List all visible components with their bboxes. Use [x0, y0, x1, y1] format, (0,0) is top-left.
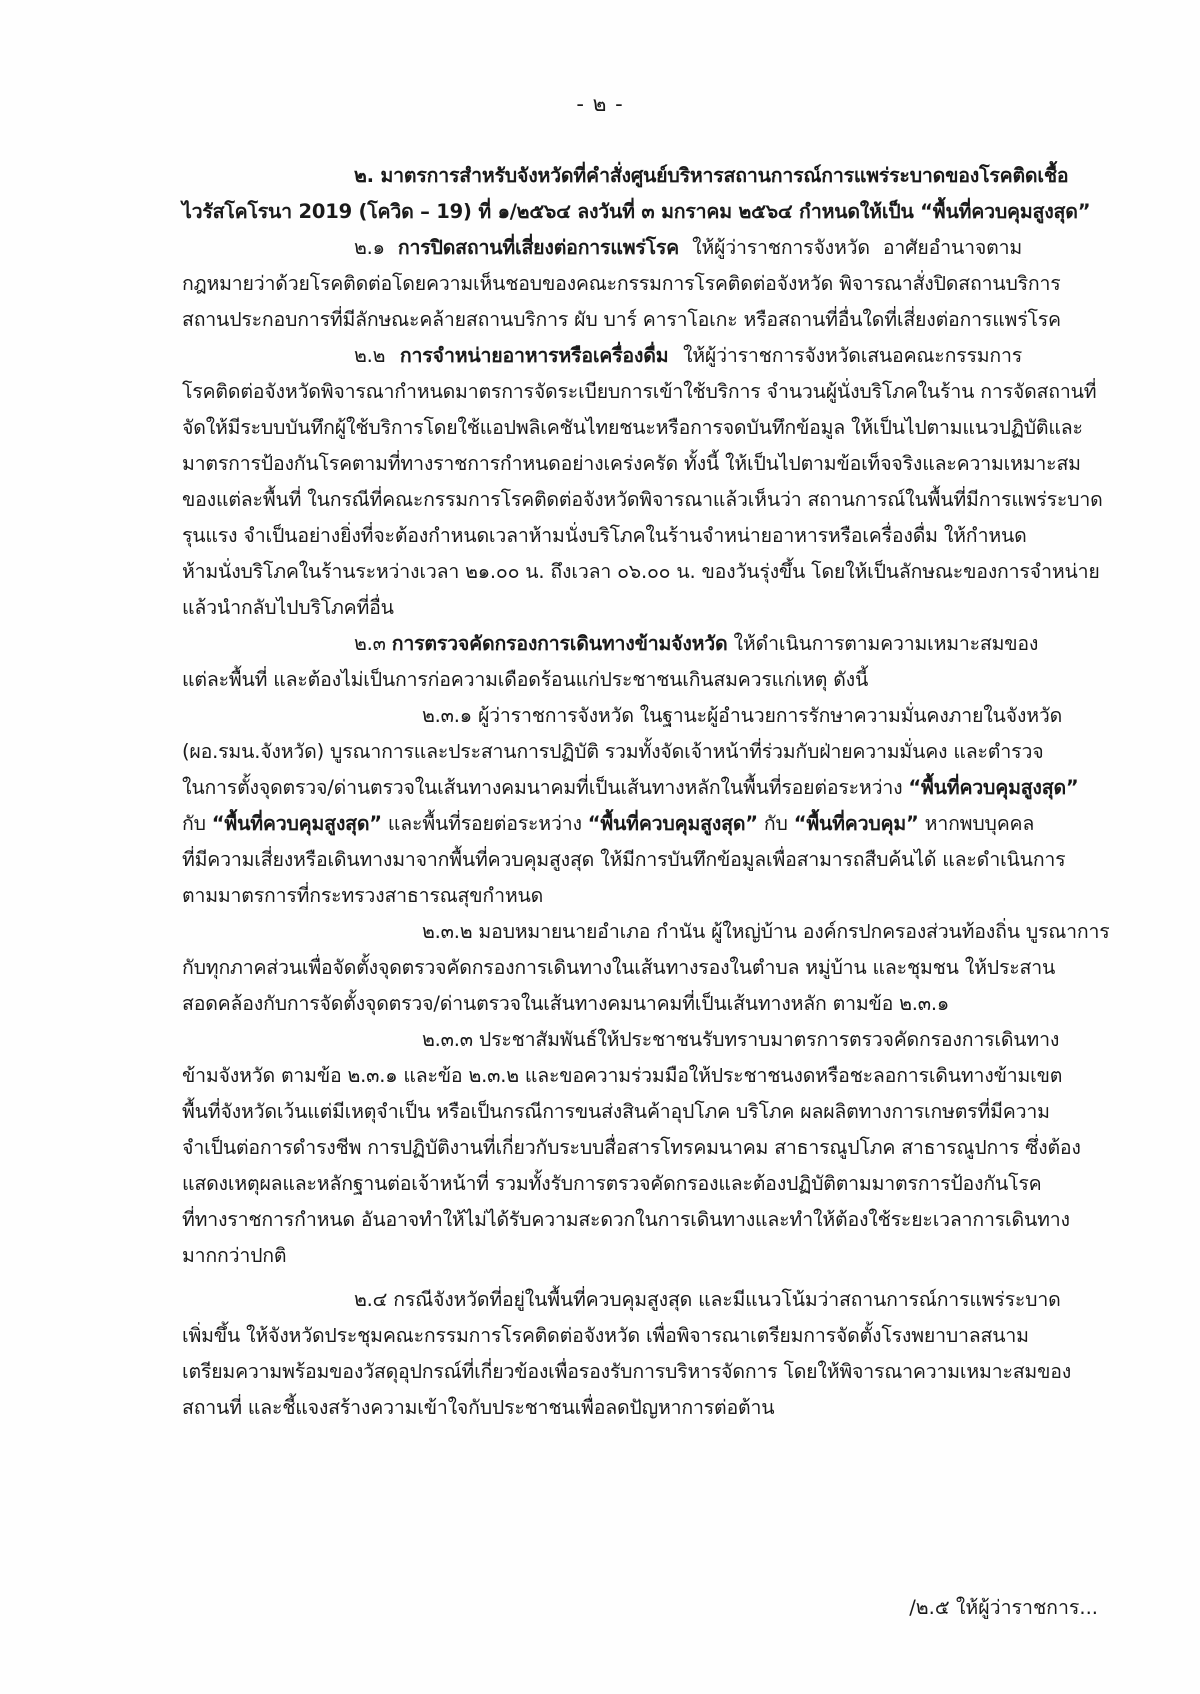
item-2-3-line: แต่ละพื้นที่ และต้องไม่เป็นการก่อความเดือดร้อนแก่ประชาชนเกินสมควรแก่เหตุ ดังนี้ — [182, 668, 869, 691]
item-2-3-3-line: ที่ทางราชการกำหนด อันอาจทำให้ไม่ได้รับความสะดวกในการเดินทางและทำให้ต้องใช้ระยะเวลาการเดินทาง — [182, 1208, 1070, 1231]
item-2-4-line: สถานที่ และชี้แจงสร้างความเข้าใจกับประชาชนเพื่อลดปัญหาการต่อต้าน — [182, 1396, 775, 1419]
item-2-1-first-line — [182, 230, 1022, 266]
text-span: หากพบบุคคล — [918, 812, 1035, 835]
highest-control-zone-label: “พื้นที่ควบคุมสูงสุด” — [211, 812, 382, 835]
item-2-2-number: ๒.๒ — [354, 344, 386, 367]
item-2-3-3-line: มากกว่าปกติ — [182, 1244, 287, 1267]
text-span: ในการตั้งจุดตรวจ/ด่านตรวจในเส้นทางคมนาคมที่เป็นเส้นทางหลักในพื้นที่รอยต่อระหว่าง — [182, 776, 909, 799]
item-2-3-3-line: ๒.๓.๓ ประชาสัมพันธ์ให้ประชาชนรับทราบมาตรการตรวจคัดกรองการเดินทาง — [422, 1028, 1060, 1051]
item-2-1-number: ๒.๑ — [354, 236, 385, 259]
item-2-2-line: จัดให้มีระบบบันทึกผู้ใช้บริการโดยใช้แอปพลิเคชันไทยชนะหรือการจดบันทึกข้อมูล ให้เป็นไปตามแนวปฏิบัติและ — [182, 416, 1083, 439]
item-2-1-text: ให้ผู้ว่าราชการจังหวัด อาศัยอำนาจตาม — [692, 236, 1023, 259]
text-span: กับ — [182, 812, 212, 835]
item-2-4-line: เพิ่มขึ้น ให้จังหวัดประชุมคณะกรรมการโรคติดต่อจังหวัด เพื่อพิจารณาเตรียมการจัดตั้งโรงพยาบาลสนาม — [182, 1324, 1029, 1347]
section-heading-line-1: ๒. มาตรการสำหรับจังหวัดที่คำสั่งศูนย์บริหารสถานการณ์การแพร่ระบาดของโรคติดเชื้อ — [354, 164, 1069, 187]
item-2-2-line: มาตรการป้องกันโรคตามที่ทางราชการกำหนดอย่างเคร่งครัด ทั้งนี้ ให้เป็นไปตามข้อเท็จจริงและความเหมาะสม — [182, 452, 1081, 475]
document-body — [182, 158, 1110, 1426]
text-span: กับ — [757, 812, 794, 835]
item-2-3-1-line — [182, 806, 1035, 842]
item-2-3-1-line: ๒.๓.๑ ผู้ว่าราชการจังหวัด ในฐานะผู้อำนวยการรักษาความมั่นคงภายในจังหวัด — [422, 704, 1063, 727]
item-2-3-3-line: พื้นที่จังหวัดเว้นแต่มีเหตุจำเป็น หรือเป็นกรณีการขนส่งสินค้าอุปโภค บริโภค ผลผลิตทางการเกษตรที่มีความ — [182, 1100, 1050, 1123]
item-2-2-title: การจำหน่ายอาหารหรือเครื่องดื่ม — [399, 344, 669, 367]
item-2-3-2-line: กับทุกภาคส่วนเพื่อจัดตั้งจุดตรวจคัดกรองการเดินทางในเส้นทางรองในตำบล หมู่บ้าน และชุมชน ให้ประสาน — [182, 956, 1056, 979]
item-2-3-3-line: แสดงเหตุผลและหลักฐานต่อเจ้าหน้าที่ รวมทั้งรับการตรวจคัดกรองและต้องปฏิบัติตามมาตรการป้องกันโรค — [182, 1172, 1042, 1195]
item-2-4-line: เตรียมความพร้อมของวัสดุอุปกรณ์ที่เกี่ยวข้องเพื่อรองรับการบริหารจัดการ โดยให้พิจารณาความเหมาะสมของ — [182, 1360, 1072, 1383]
page-number: - ๒ - — [576, 92, 624, 116]
item-2-4-line: ๒.๔ กรณีจังหวัดที่อยู่ในพื้นที่ควบคุมสูงสุด และมีแนวโน้มว่าสถานการณ์การแพร่ระบาด — [354, 1288, 1061, 1311]
item-2-2-line: ของแต่ละพื้นที่ ในกรณีที่คณะกรรมการโรคติดต่อจังหวัดพิจารณาแล้วเห็นว่า สถานการณ์ในพื้นที่มีการแพร่ระบาด — [182, 488, 1103, 511]
item-2-3-first-line — [182, 626, 1039, 662]
item-2-3-title: การตรวจคัดกรองการเดินทางข้ามจังหวัด — [391, 632, 728, 655]
item-2-3-2-line: ๒.๓.๒ มอบหมายนายอำเภอ กำนัน ผู้ใหญ่บ้าน องค์กรปกครองส่วนท้องถิ่น บูรณาการ — [422, 920, 1110, 943]
highest-control-zone-label: “พื้นที่ควบคุมสูงสุด” — [587, 812, 758, 835]
item-2-1-line: สถานประกอบการที่มีลักษณะคล้ายสถานบริการ ผับ บาร์ คาราโอเกะ หรือสถานที่อื่นใดที่เสี่ยงต่อการแพร่โรค — [182, 308, 1061, 331]
item-2-3-1-line: ตามมาตรการที่กระทรวงสาธารณสุขกำหนด — [182, 884, 544, 907]
item-2-3-1-line — [182, 770, 1079, 806]
continuation-marker: /๒.๕ ให้ผู้ว่าราชการ... — [909, 1596, 1098, 1619]
item-2-2-text: ให้ผู้ว่าราชการจังหวัดเสนอคณะกรรมการ — [682, 344, 1023, 367]
item-2-3-3-line: จำเป็นต่อการดำรงชีพ การปฏิบัติงานที่เกี่ยวกับระบบสื่อสารโทรคมนาคม สาธารณูปโภค สาธารณูปการ ซึ่งต้อง — [182, 1136, 1081, 1159]
item-2-2-line: รุนแรง จำเป็นอย่างยิ่งที่จะต้องกำหนดเวลาห้ามนั่งบริโภคในร้านจำหน่ายอาหารหรือเครื่องดื่ม ให้กำหนด — [182, 524, 1027, 547]
spacer — [182, 1274, 1022, 1282]
item-2-3-text: ให้ดำเนินการตามความเหมาะสมของ — [733, 632, 1039, 655]
item-2-2-line: โรคติดต่อจังหวัดพิจารณากำหนดมาตรการจัดระเบียบการเข้าใช้บริการ จำนวนผู้นั่งบริโภคในร้าน การจัดสถานที่ — [182, 380, 1097, 403]
item-2-1-title: การปิดสถานที่เสี่ยงต่อการแพร่โรค — [397, 236, 680, 259]
control-zone-label: “พื้นที่ควบคุม” — [793, 812, 919, 835]
item-2-3-1-line: (ผอ.รมน.จังหวัด) บูรณาการและประสานการปฏิบัติ รวมทั้งจัดเจ้าหน้าที่ร่วมกับฝ่ายความมั่นคง และตำรวจ — [182, 740, 1044, 763]
item-2-2-line: แล้วนำกลับไปบริโภคที่อื่น — [182, 596, 394, 619]
item-2-3-1-line: ที่มีความเสี่ยงหรือเดินทางมาจากพื้นที่ควบคุมสูงสุด ให้มีการบันทึกข้อมูลเพื่อสามารถสืบค้นได้ และดำเนินการ — [182, 848, 1066, 871]
item-2-3-number: ๒.๓ — [354, 632, 386, 655]
item-2-3-3-line: ข้ามจังหวัด ตามข้อ ๒.๓.๑ และข้อ ๒.๓.๒ และขอความร่วมมือให้ประชาชนงดหรือชะลอการเดินทางข้ามเขต — [182, 1064, 1063, 1087]
section-heading-line-2: ไวรัสโคโรนา 2019 (โควิด – 19) ที่ ๑/๒๕๖๔ ลงวันที่ ๓ มกราคม ๒๕๖๔ กำหนดให้เป็น “พื้นที่ควบคุมสูงสุด” — [182, 200, 1091, 223]
highest-control-zone-label: “พื้นที่ควบคุมสูงสุด” — [908, 776, 1079, 799]
text-span: และพื้นที่รอยต่อระหว่าง — [381, 812, 588, 835]
item-2-1-line: กฎหมายว่าด้วยโรคติดต่อโดยความเห็นชอบของคณะกรรมการโรคติดต่อจังหวัด พิจารณาสั่งปิดสถานบริการ — [182, 272, 1061, 295]
item-2-2-first-line — [182, 338, 1022, 374]
item-2-2-line: ห้ามนั่งบริโภคในร้านระหว่างเวลา ๒๑.๐๐ น. ถึงเวลา ๐๖.๐๐ น. ของวันรุ่งขึ้น โดยให้เป็นลักษณะของการจำหน่าย — [182, 560, 1100, 583]
item-2-3-2-line: สอดคล้องกับการจัดตั้งจุดตรวจ/ด่านตรวจในเส้นทางคมนาคมที่เป็นเส้นทางหลัก ตามข้อ ๒.๓.๑ — [182, 992, 950, 1015]
